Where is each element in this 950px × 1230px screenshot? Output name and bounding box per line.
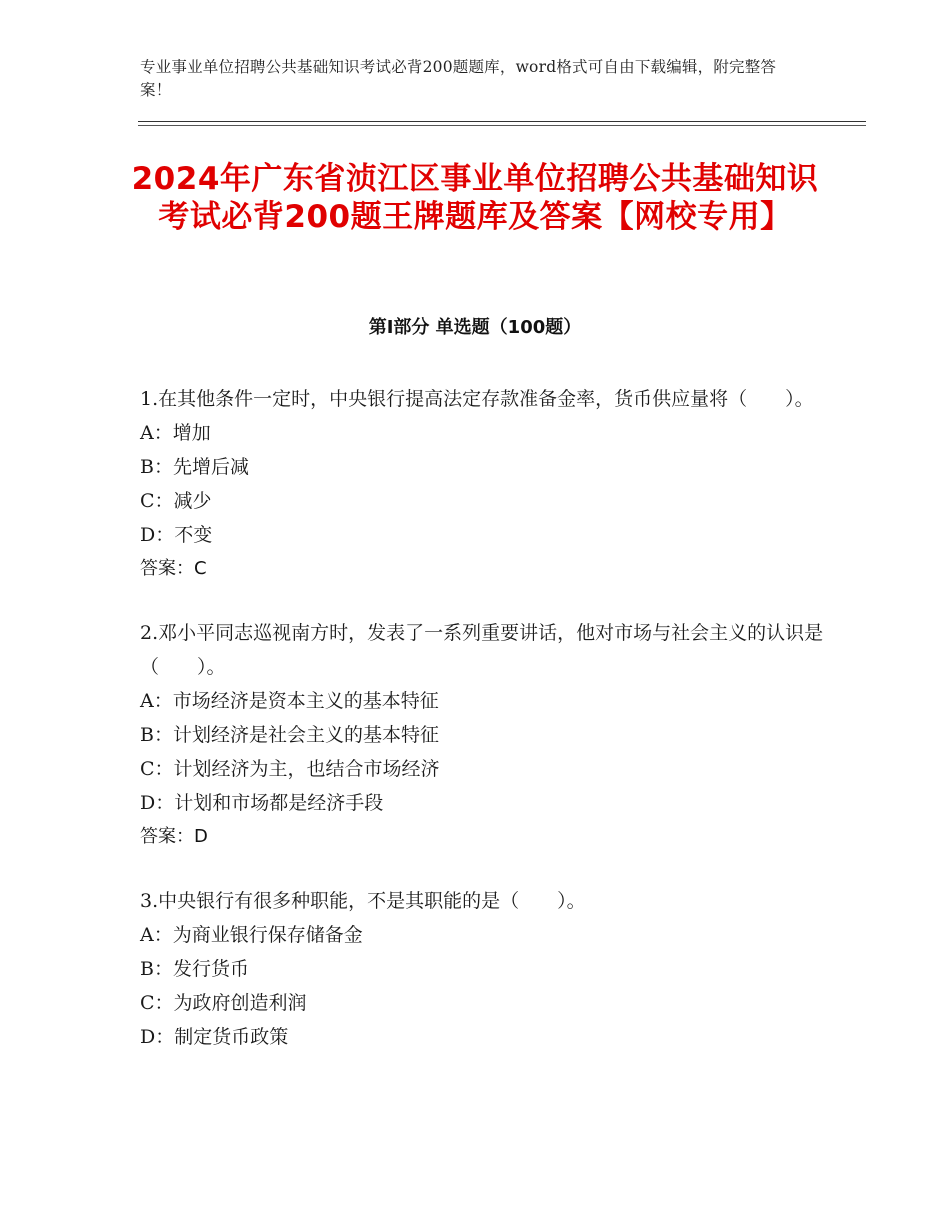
option-c: C：为政府创造利润 <box>140 992 307 1014</box>
header-rule-thick <box>138 121 866 122</box>
option-a: A：市场经济是资本主义的基本特征 <box>140 690 439 712</box>
answer: 答案：D <box>140 826 208 847</box>
question-text: 1.在其他条件一定时，中央银行提高法定存款准备金率，货币供应量将（ ）。 <box>140 388 814 410</box>
question-list <box>140 382 830 1084</box>
question-text: 3.中央银行有很多种职能，不是其职能的是（ ）。 <box>140 890 586 912</box>
section-title: 第Ⅰ部分 单选题（100题） <box>368 317 582 338</box>
option-a: A：为商业银行保存储备金 <box>140 924 363 946</box>
option-b: B：计划经济是社会主义的基本特征 <box>140 724 439 746</box>
option-d: D：不变 <box>140 524 213 546</box>
question-3 <box>140 884 830 1054</box>
question-1 <box>140 382 830 586</box>
question-text: 2.邓小平同志巡视南方时，发表了一系列重要讲话，他对市场与社会主义的认识是（ ）。 <box>140 622 824 678</box>
question-2 <box>140 616 830 854</box>
header-note: 专业事业单位招聘公共基础知识考试必背200题题库，word格式可自由下载编辑，附完整答案！ <box>140 58 777 99</box>
answer: 答案：C <box>140 558 207 579</box>
option-c: C：计划经济为主，也结合市场经济 <box>140 758 440 780</box>
document-title: 2024年广东省浈江区事业单位招聘公共基础知识考试必背200题王牌题库及答案【网校专用】 <box>131 161 819 235</box>
option-c: C：减少 <box>140 490 212 512</box>
option-d: D：制定货币政策 <box>140 1026 289 1048</box>
option-d: D：计划和市场都是经济手段 <box>140 792 384 814</box>
option-b: B：先增后减 <box>140 456 249 478</box>
option-b: B：发行货币 <box>140 958 249 980</box>
option-a: A：增加 <box>140 422 211 444</box>
header-rule-thin <box>138 125 866 126</box>
